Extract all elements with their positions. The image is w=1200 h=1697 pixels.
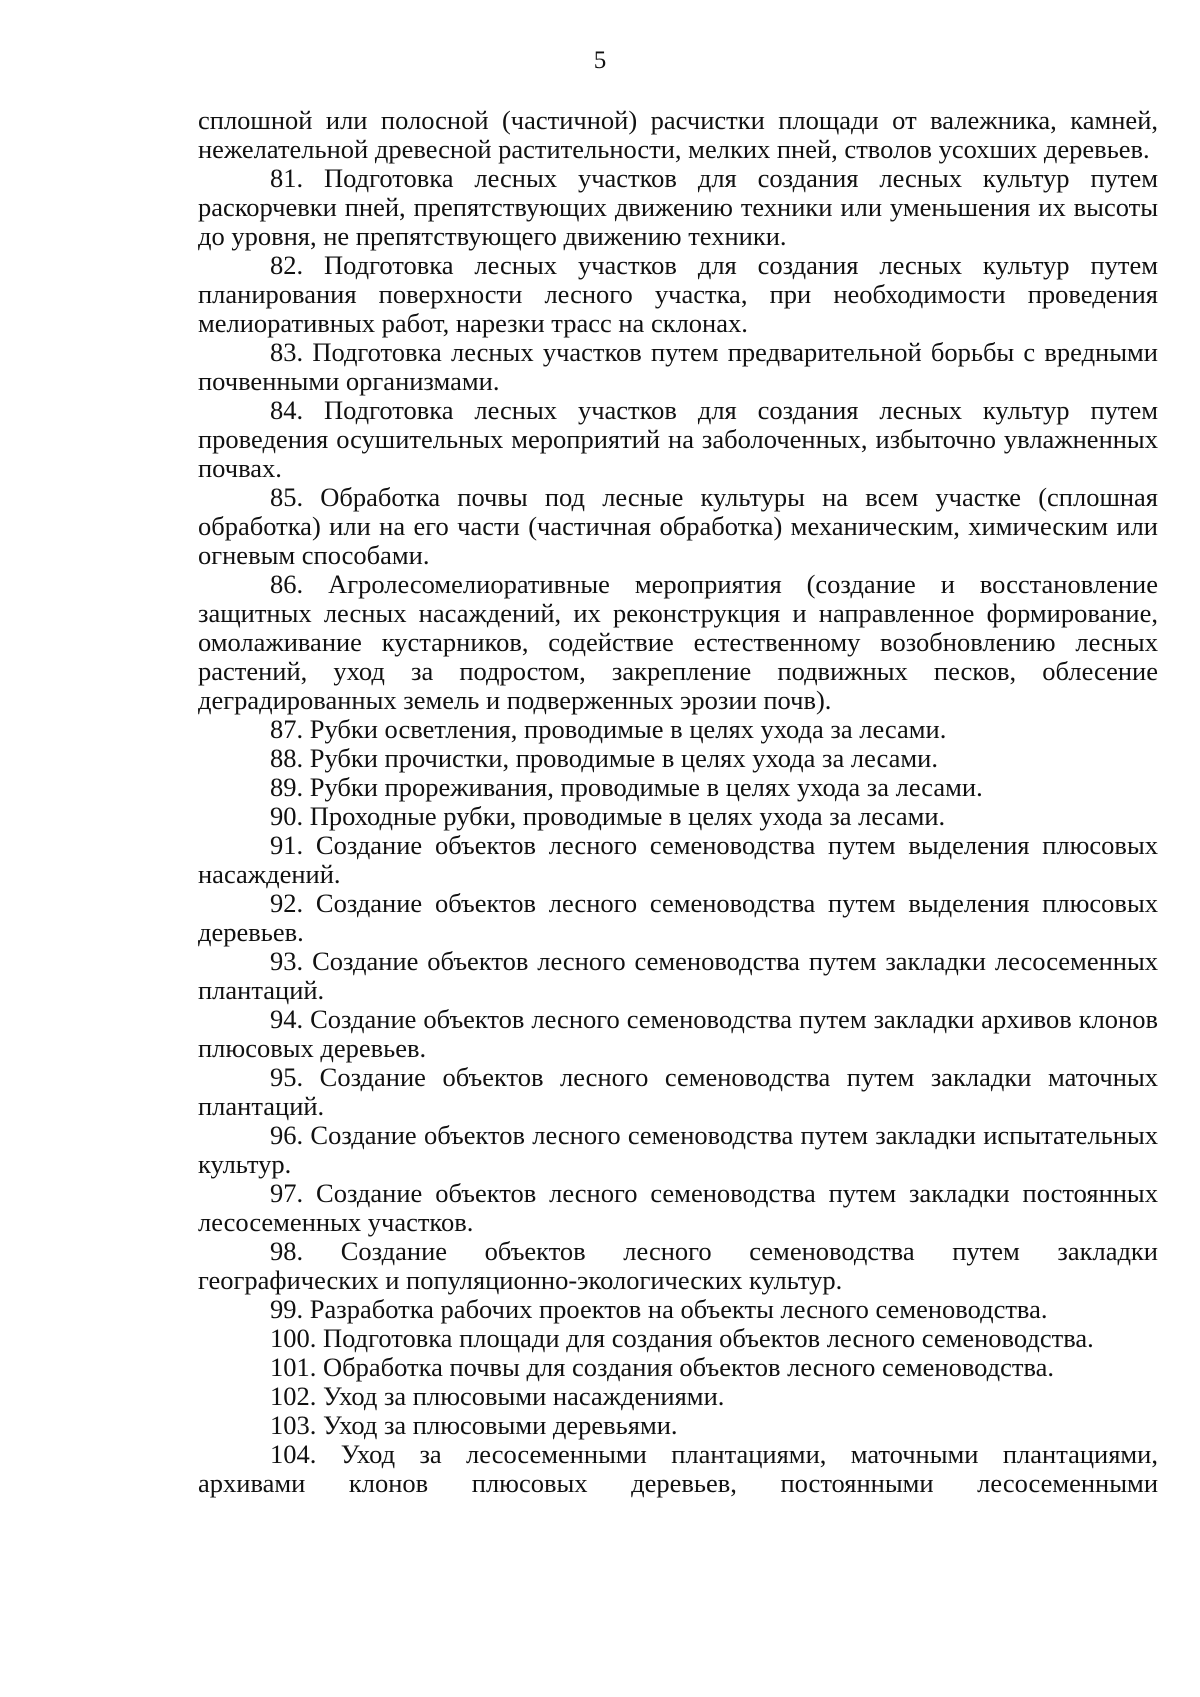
paragraph-83: 83. Подготовка лесных участков путем предварительной борьбы с вредными почвенными организмами. (198, 337, 1158, 396)
paragraph-81: 81. Подготовка лесных участков для создания лесных культур путем раскорчевки пней, препятствующих движению техники или уменьшения их высоты до уровня, не препятствующего движению техники. (198, 163, 1158, 251)
paragraph-84: 84. Подготовка лесных участков для создания лесных культур путем проведения осушительных мероприятий на заболоченных, избыточно увлажненных почвах. (198, 395, 1158, 483)
paragraph-82: 82. Подготовка лесных участков для создания лесных культур путем планирования поверхности лесного участка, при необходимости проведения мелиоративных работ, нарезки трасс на склонах. (198, 250, 1158, 338)
paragraph-89: 89. Рубки прореживания, проводимые в целях ухода за лесами. (270, 772, 983, 802)
paragraph-87: 87. Рубки осветления, проводимые в целях ухода за лесами. (270, 714, 947, 744)
paragraph-98: 98. Создание объектов лесного семеноводства путем закладки географических и популяционно-экологических культур. (198, 1236, 1158, 1295)
paragraph-96: 96. Создание объектов лесного семеноводства путем закладки испытательных культур. (198, 1120, 1158, 1179)
paragraph-85: 85. Обработка почвы под лесные культуры на всем участке (сплошная обработка) или на его части (частичная обработка) механическим, химическим или огневым способами. (198, 482, 1158, 570)
paragraph-104: 104. Уход за лесосеменными плантациями, маточными плантациями, архивами клонов плюсовых деревьев, постоянными лесосеменными (198, 1439, 1158, 1498)
paragraph-103: 103. Уход за плюсовыми деревьями. (270, 1410, 678, 1440)
paragraph-continuation: сплошной или полосной (частичной) расчистки площади от валежника, камней, нежелательной древесной растительности, мелких пней, стволов усохших деревьев. (198, 105, 1158, 164)
paragraph-94: 94. Создание объектов лесного семеноводства путем закладки архивов клонов плюсовых деревьев. (198, 1004, 1158, 1063)
paragraph-92: 92. Создание объектов лесного семеноводства путем выделения плюсовых деревьев. (198, 888, 1158, 947)
paragraph-86: 86. Агролесомелиоративные мероприятия (создание и восстановление защитных лесных насаждений, их реконструкция и направленное формирование, омолаживание кустарников, содействие естественному возобновлению лесных растений, уход за подростом, закрепление подвижных песков, облесение деградированных земель и подверженных эрозии почв). (198, 569, 1158, 715)
paragraph-90: 90. Проходные рубки, проводимые в целях ухода за лесами. (270, 801, 946, 831)
document-body (198, 106, 1158, 1498)
paragraph-95: 95. Создание объектов лесного семеноводства путем закладки маточных плантаций. (198, 1062, 1158, 1121)
paragraph-97: 97. Создание объектов лесного семеноводства путем закладки постоянных лесосеменных участков. (198, 1178, 1158, 1237)
paragraph-100: 100. Подготовка площади для создания объектов лесного семеноводства. (270, 1323, 1094, 1353)
paragraph-101: 101. Обработка почвы для создания объектов лесного семеноводства. (270, 1352, 1055, 1382)
paragraph-102: 102. Уход за плюсовыми насаждениями. (270, 1381, 725, 1411)
paragraph-88: 88. Рубки прочистки, проводимые в целях ухода за лесами. (270, 743, 938, 773)
paragraph-91: 91. Создание объектов лесного семеноводства путем выделения плюсовых насаждений. (198, 830, 1158, 889)
page-number: 5 (593, 47, 607, 74)
paragraph-99: 99. Разработка рабочих проектов на объекты лесного семеноводства. (270, 1294, 1048, 1324)
paragraph-93: 93. Создание объектов лесного семеноводства путем закладки лесосеменных плантаций. (198, 946, 1158, 1005)
